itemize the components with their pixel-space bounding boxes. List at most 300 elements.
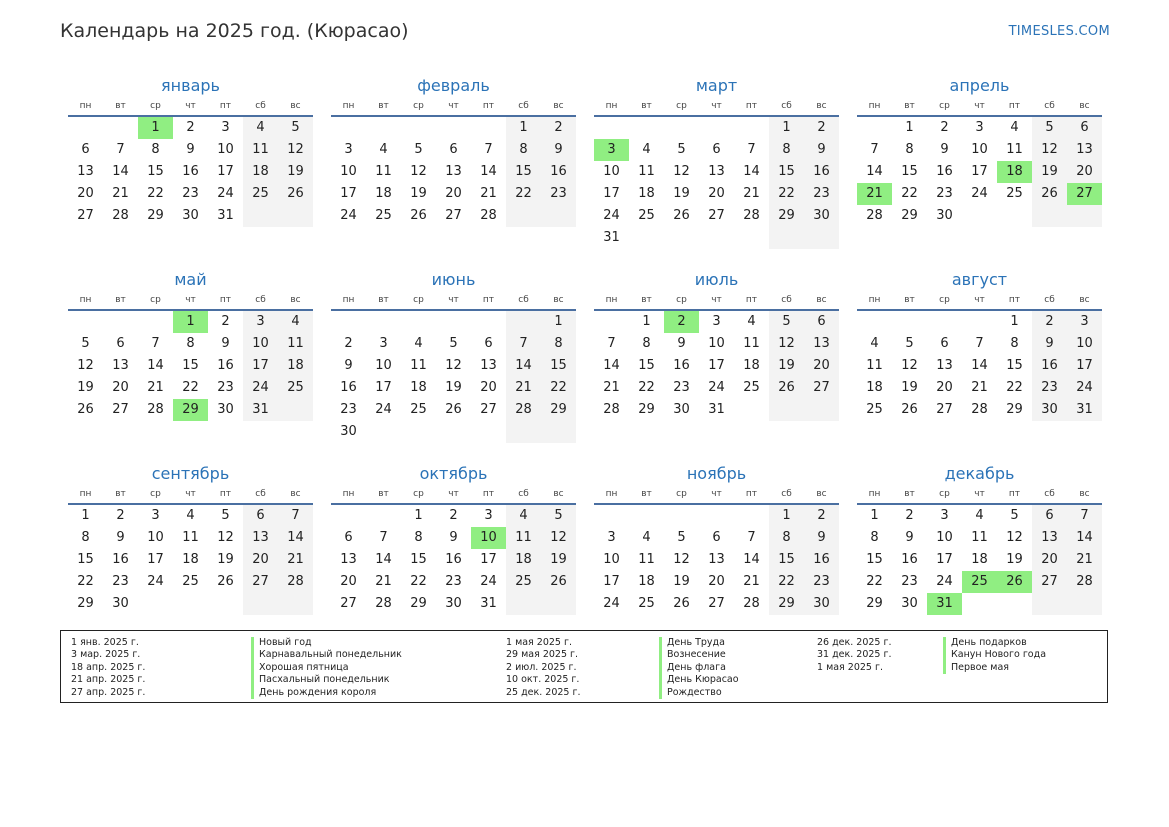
day-cell[interactable]: 25 (638, 596, 655, 611)
day-cell[interactable]: 13 (340, 552, 357, 567)
day-cell[interactable]: 19 (1006, 552, 1023, 567)
day-cell[interactable]: 17 (480, 552, 497, 567)
day-cell[interactable]: 1 (870, 508, 879, 523)
day-cell[interactable]: 27 (445, 208, 462, 223)
day-cell[interactable]: 8 (769, 139, 804, 161)
day-cell[interactable]: 5 (81, 336, 90, 351)
day-cell[interactable]: 15 (77, 552, 94, 567)
day-cell[interactable]: 19 (445, 380, 462, 395)
day-cell[interactable]: 7 (747, 142, 756, 157)
day-cell[interactable]: 9 (541, 139, 576, 161)
day-cell[interactable]: 21 (147, 380, 164, 395)
day-cell[interactable]: 12 (769, 333, 804, 355)
day-cell[interactable]: 25 (278, 377, 313, 399)
day-cell[interactable]: 4 (1010, 120, 1019, 135)
day-cell[interactable]: 28 (480, 208, 497, 223)
day-cell[interactable]: 2 (116, 508, 125, 523)
day-cell[interactable]: 23 (445, 574, 462, 589)
day-cell[interactable]: 24 (971, 186, 988, 201)
day-cell[interactable]: 29 (769, 593, 804, 615)
day-cell[interactable]: 12 (673, 164, 690, 179)
day-cell[interactable]: 10 (243, 333, 278, 355)
day-cell[interactable]: 8 (1010, 336, 1019, 351)
day-cell[interactable]: 26 (410, 208, 427, 223)
day-cell[interactable]: 10 (340, 164, 357, 179)
day-cell[interactable]: 24 (340, 208, 357, 223)
day-cell[interactable]: 6 (940, 336, 949, 351)
day-cell[interactable]: 23 (217, 380, 234, 395)
day-cell[interactable]: 21 (971, 380, 988, 395)
day-cell[interactable]: 5 (677, 530, 686, 545)
day-cell[interactable]: 10 (1067, 333, 1102, 355)
day-cell[interactable]: 21 (1067, 549, 1102, 571)
day-cell[interactable]: 12 (217, 530, 234, 545)
day-cell[interactable]: 31 (480, 596, 497, 611)
day-cell[interactable]: 19 (217, 552, 234, 567)
day-cell[interactable]: 1 (905, 120, 914, 135)
day-cell[interactable]: 11 (743, 336, 760, 351)
day-cell[interactable]: 17 (217, 164, 234, 179)
day-cell[interactable]: 15 (638, 358, 655, 373)
day-cell[interactable]: 11 (638, 552, 655, 567)
day-cell[interactable]: 11 (638, 164, 655, 179)
day-cell[interactable]: 25 (182, 574, 199, 589)
day-cell[interactable]: 26 (673, 208, 690, 223)
day-cell[interactable]: 3 (484, 508, 493, 523)
day-cell[interactable]: 5 (677, 142, 686, 157)
day-cell[interactable]: 3 (712, 314, 721, 329)
day-cell[interactable]: 3 (607, 530, 616, 545)
day-cell[interactable]: 29 (541, 399, 576, 421)
day-cell[interactable]: 13 (480, 358, 497, 373)
day-cell[interactable]: 5 (1010, 508, 1019, 523)
day-cell[interactable]: 30 (445, 596, 462, 611)
day-cell[interactable]: 6 (712, 530, 721, 545)
day-cell[interactable]: 28 (278, 571, 313, 593)
day-cell[interactable]: 19 (278, 161, 313, 183)
day-cell[interactable]: 9 (677, 336, 686, 351)
day-cell[interactable]: 1 (1010, 314, 1019, 329)
day-cell[interactable]: 7 (506, 333, 541, 355)
day-cell[interactable]: 20 (804, 355, 839, 377)
day-cell[interactable]: 3 (379, 336, 388, 351)
day-cell[interactable]: 20 (340, 574, 357, 589)
day-cell[interactable]: 13 (243, 527, 278, 549)
day-cell[interactable]: 5 (541, 505, 576, 527)
day-cell[interactable]: 22 (77, 574, 94, 589)
day-cell[interactable]: 10 (708, 336, 725, 351)
day-cell[interactable]: 20 (708, 574, 725, 589)
day-cell[interactable]: 17 (971, 164, 988, 179)
day-cell[interactable]: 14 (506, 355, 541, 377)
day-cell[interactable]: 2 (1032, 311, 1067, 333)
day-cell[interactable]: 15 (541, 355, 576, 377)
day-cell[interactable]: 13 (445, 164, 462, 179)
day-cell[interactable]: 9 (1032, 333, 1067, 355)
day-cell[interactable]: 29 (638, 402, 655, 417)
day-cell[interactable]: 19 (410, 186, 427, 201)
day-cell[interactable]: 16 (445, 552, 462, 567)
day-cell[interactable]: 27 (480, 402, 497, 417)
day-cell[interactable]: 6 (804, 311, 839, 333)
day-cell[interactable]: 14 (147, 358, 164, 373)
day-cell[interactable]: 12 (1032, 139, 1067, 161)
day-cell[interactable]: 14 (1067, 527, 1102, 549)
day-cell[interactable]: 1 (642, 314, 651, 329)
day-cell[interactable]: 16 (1032, 355, 1067, 377)
day-cell[interactable]: 7 (278, 505, 313, 527)
day-cell[interactable]: 18 (743, 358, 760, 373)
day-cell[interactable]: 12 (445, 358, 462, 373)
day-cell[interactable]: 26 (217, 574, 234, 589)
day-cell[interactable]: 27 (708, 208, 725, 223)
day-cell[interactable]: 12 (278, 139, 313, 161)
day-cell[interactable]: 10 (936, 530, 953, 545)
day-cell[interactable]: 15 (769, 549, 804, 571)
day-cell[interactable]: 29 (769, 205, 804, 227)
day-cell[interactable]: 11 (278, 333, 313, 355)
day-cell[interactable]: 15 (506, 161, 541, 183)
day-cell[interactable]: 13 (1032, 527, 1067, 549)
day-cell[interactable]: 12 (901, 358, 918, 373)
day-cell[interactable]: 6 (1032, 505, 1067, 527)
day-cell[interactable]: 11 (243, 139, 278, 161)
day-cell[interactable]: 2 (221, 314, 230, 329)
day-cell[interactable]: 4 (975, 508, 984, 523)
day-cell[interactable]: 14 (603, 358, 620, 373)
day-cell[interactable]: 3 (243, 311, 278, 333)
day-cell[interactable]: 2 (804, 505, 839, 527)
day-cell[interactable]: 20 (77, 186, 94, 201)
day-cell[interactable]: 20 (480, 380, 497, 395)
day-cell[interactable]: 2 (905, 508, 914, 523)
day-cell[interactable]: 28 (743, 596, 760, 611)
day-cell[interactable]: 7 (116, 142, 125, 157)
day-cell[interactable]: 6 (484, 336, 493, 351)
day-cell[interactable]: 19 (901, 380, 918, 395)
day-cell[interactable]: 29 (173, 399, 208, 421)
day-cell[interactable]: 3 (975, 120, 984, 135)
day-cell[interactable]: 26 (445, 402, 462, 417)
day-cell[interactable]: 16 (673, 358, 690, 373)
day-cell[interactable]: 22 (182, 380, 199, 395)
day-cell[interactable]: 28 (971, 402, 988, 417)
day-cell[interactable]: 19 (541, 549, 576, 571)
day-cell[interactable]: 18 (410, 380, 427, 395)
day-cell[interactable]: 21 (112, 186, 129, 201)
day-cell[interactable]: 4 (379, 142, 388, 157)
day-cell[interactable]: 17 (603, 574, 620, 589)
day-cell[interactable]: 10 (603, 552, 620, 567)
day-cell[interactable]: 7 (379, 530, 388, 545)
day-cell[interactable]: 14 (743, 164, 760, 179)
day-cell[interactable]: 21 (603, 380, 620, 395)
day-cell[interactable]: 27 (112, 402, 129, 417)
day-cell[interactable]: 28 (866, 208, 883, 223)
day-cell[interactable]: 19 (1032, 161, 1067, 183)
day-cell[interactable]: 20 (1032, 549, 1067, 571)
day-cell[interactable]: 13 (1067, 139, 1102, 161)
day-cell[interactable]: 6 (81, 142, 90, 157)
day-cell[interactable]: 15 (182, 358, 199, 373)
day-cell[interactable]: 5 (278, 117, 313, 139)
day-cell[interactable]: 15 (147, 164, 164, 179)
day-cell[interactable]: 9 (905, 530, 914, 545)
day-cell[interactable]: 12 (673, 552, 690, 567)
day-cell[interactable]: 30 (804, 593, 839, 615)
day-cell[interactable]: 24 (1067, 377, 1102, 399)
day-cell[interactable]: 13 (804, 333, 839, 355)
day-cell[interactable]: 24 (708, 380, 725, 395)
day-cell[interactable]: 16 (112, 552, 129, 567)
day-cell[interactable]: 12 (541, 527, 576, 549)
day-cell[interactable]: 21 (857, 183, 892, 205)
day-cell[interactable]: 17 (603, 186, 620, 201)
day-cell[interactable]: 30 (217, 402, 234, 417)
day-cell[interactable]: 5 (449, 336, 458, 351)
day-cell[interactable]: 24 (603, 596, 620, 611)
day-cell[interactable]: 4 (278, 311, 313, 333)
day-cell[interactable]: 14 (866, 164, 883, 179)
day-cell[interactable]: 18 (506, 549, 541, 571)
day-cell[interactable]: 22 (410, 574, 427, 589)
day-cell[interactable]: 28 (375, 596, 392, 611)
day-cell[interactable]: 2 (940, 120, 949, 135)
day-cell[interactable]: 30 (340, 424, 357, 439)
day-cell[interactable]: 8 (151, 142, 160, 157)
day-cell[interactable]: 9 (116, 530, 125, 545)
day-cell[interactable]: 10 (217, 142, 234, 157)
day-cell[interactable]: 8 (870, 530, 879, 545)
day-cell[interactable]: 15 (901, 164, 918, 179)
day-cell[interactable]: 1 (173, 311, 208, 333)
day-cell[interactable]: 16 (804, 549, 839, 571)
day-cell[interactable]: 27 (936, 402, 953, 417)
day-cell[interactable]: 20 (445, 186, 462, 201)
day-cell[interactable]: 18 (182, 552, 199, 567)
day-cell[interactable]: 13 (708, 164, 725, 179)
day-cell[interactable]: 10 (471, 527, 506, 549)
day-cell[interactable]: 21 (375, 574, 392, 589)
day-cell[interactable]: 23 (673, 380, 690, 395)
day-cell[interactable]: 6 (712, 142, 721, 157)
day-cell[interactable]: 8 (81, 530, 90, 545)
day-cell[interactable]: 9 (344, 358, 353, 373)
day-cell[interactable]: 31 (1067, 399, 1102, 421)
day-cell[interactable]: 20 (243, 549, 278, 571)
day-cell[interactable]: 29 (410, 596, 427, 611)
day-cell[interactable]: 4 (186, 508, 195, 523)
day-cell[interactable]: 24 (480, 574, 497, 589)
day-cell[interactable]: 27 (804, 377, 839, 399)
day-cell[interactable]: 9 (804, 527, 839, 549)
day-cell[interactable]: 2 (449, 508, 458, 523)
day-cell[interactable]: 25 (506, 571, 541, 593)
day-cell[interactable]: 24 (147, 574, 164, 589)
day-cell[interactable]: 19 (673, 186, 690, 201)
day-cell[interactable]: 22 (638, 380, 655, 395)
day-cell[interactable]: 7 (870, 142, 879, 157)
day-cell[interactable]: 7 (607, 336, 616, 351)
day-cell[interactable]: 25 (1006, 186, 1023, 201)
day-cell[interactable]: 22 (769, 183, 804, 205)
day-cell[interactable]: 20 (936, 380, 953, 395)
day-cell[interactable]: 4 (642, 142, 651, 157)
day-cell[interactable]: 22 (866, 574, 883, 589)
day-cell[interactable]: 26 (541, 571, 576, 593)
day-cell[interactable]: 26 (278, 183, 313, 205)
day-cell[interactable]: 28 (506, 399, 541, 421)
day-cell[interactable]: 21 (278, 549, 313, 571)
day-cell[interactable]: 26 (769, 377, 804, 399)
day-cell[interactable]: 25 (410, 402, 427, 417)
day-cell[interactable]: 28 (603, 402, 620, 417)
day-cell[interactable]: 1 (769, 505, 804, 527)
day-cell[interactable]: 28 (112, 208, 129, 223)
day-cell[interactable]: 15 (1006, 358, 1023, 373)
day-cell[interactable]: 21 (743, 186, 760, 201)
day-cell[interactable]: 26 (997, 571, 1032, 593)
day-cell[interactable]: 10 (603, 164, 620, 179)
day-cell[interactable]: 4 (747, 314, 756, 329)
day-cell[interactable]: 25 (638, 208, 655, 223)
day-cell[interactable]: 5 (905, 336, 914, 351)
day-cell[interactable]: 16 (340, 380, 357, 395)
day-cell[interactable]: 3 (344, 142, 353, 157)
day-cell[interactable]: 16 (936, 164, 953, 179)
day-cell[interactable]: 14 (480, 164, 497, 179)
day-cell[interactable]: 18 (638, 574, 655, 589)
day-cell[interactable]: 27 (77, 208, 94, 223)
day-cell[interactable]: 27 (243, 571, 278, 593)
day-cell[interactable]: 8 (769, 527, 804, 549)
day-cell[interactable]: 2 (186, 120, 195, 135)
day-cell[interactable]: 13 (77, 164, 94, 179)
day-cell[interactable]: 18 (278, 355, 313, 377)
day-cell[interactable]: 29 (1006, 402, 1023, 417)
day-cell[interactable]: 6 (116, 336, 125, 351)
day-cell[interactable]: 10 (971, 142, 988, 157)
day-cell[interactable]: 23 (804, 571, 839, 593)
day-cell[interactable]: 24 (217, 186, 234, 201)
day-cell[interactable]: 7 (151, 336, 160, 351)
day-cell[interactable]: 19 (77, 380, 94, 395)
day-cell[interactable]: 11 (866, 358, 883, 373)
day-cell[interactable]: 9 (449, 530, 458, 545)
day-cell[interactable]: 14 (743, 552, 760, 567)
day-cell[interactable]: 7 (484, 142, 493, 157)
day-cell[interactable]: 30 (901, 596, 918, 611)
day-cell[interactable]: 17 (243, 355, 278, 377)
day-cell[interactable]: 1 (138, 117, 173, 139)
day-cell[interactable]: 19 (769, 355, 804, 377)
day-cell[interactable]: 23 (541, 183, 576, 205)
day-cell[interactable]: 8 (506, 139, 541, 161)
day-cell[interactable]: 23 (340, 402, 357, 417)
day-cell[interactable]: 15 (866, 552, 883, 567)
day-cell[interactable]: 9 (940, 142, 949, 157)
day-cell[interactable]: 26 (673, 596, 690, 611)
day-cell[interactable]: 16 (541, 161, 576, 183)
day-cell[interactable]: 27 (708, 596, 725, 611)
day-cell[interactable]: 17 (375, 380, 392, 395)
day-cell[interactable]: 22 (147, 186, 164, 201)
day-cell[interactable]: 30 (1032, 399, 1067, 421)
day-cell[interactable]: 9 (221, 336, 230, 351)
day-cell[interactable]: 23 (182, 186, 199, 201)
day-cell[interactable]: 7 (1067, 505, 1102, 527)
day-cell[interactable]: 26 (1032, 183, 1067, 205)
day-cell[interactable]: 14 (112, 164, 129, 179)
day-cell[interactable]: 6 (243, 505, 278, 527)
day-cell[interactable]: 29 (866, 596, 883, 611)
day-cell[interactable]: 26 (901, 402, 918, 417)
day-cell[interactable]: 5 (221, 508, 230, 523)
day-cell[interactable]: 24 (936, 574, 953, 589)
day-cell[interactable]: 18 (375, 186, 392, 201)
day-cell[interactable]: 14 (278, 527, 313, 549)
day-cell[interactable]: 15 (769, 161, 804, 183)
day-cell[interactable]: 12 (77, 358, 94, 373)
day-cell[interactable]: 6 (344, 530, 353, 545)
day-cell[interactable]: 16 (182, 164, 199, 179)
day-cell[interactable]: 12 (1006, 530, 1023, 545)
day-cell[interactable]: 23 (112, 574, 129, 589)
day-cell[interactable]: 18 (866, 380, 883, 395)
day-cell[interactable]: 8 (905, 142, 914, 157)
day-cell[interactable]: 30 (112, 596, 129, 611)
day-cell[interactable]: 19 (673, 574, 690, 589)
day-cell[interactable]: 3 (151, 508, 160, 523)
day-cell[interactable]: 7 (747, 530, 756, 545)
day-cell[interactable]: 30 (804, 205, 839, 227)
day-cell[interactable]: 22 (541, 377, 576, 399)
day-cell[interactable]: 14 (971, 358, 988, 373)
day-cell[interactable]: 5 (414, 142, 423, 157)
day-cell[interactable]: 24 (243, 377, 278, 399)
day-cell[interactable]: 24 (603, 208, 620, 223)
day-cell[interactable]: 12 (410, 164, 427, 179)
day-cell[interactable]: 4 (870, 336, 879, 351)
day-cell[interactable]: 17 (340, 186, 357, 201)
day-cell[interactable]: 10 (147, 530, 164, 545)
day-cell[interactable]: 11 (971, 530, 988, 545)
day-cell[interactable]: 21 (480, 186, 497, 201)
day-cell[interactable]: 21 (506, 377, 541, 399)
day-cell[interactable]: 17 (708, 358, 725, 373)
day-cell[interactable]: 17 (147, 552, 164, 567)
day-cell[interactable]: 17 (936, 552, 953, 567)
day-cell[interactable]: 30 (936, 208, 953, 223)
day-cell[interactable]: 23 (1032, 377, 1067, 399)
day-cell[interactable]: 31 (927, 593, 962, 615)
day-cell[interactable]: 25 (962, 571, 997, 593)
day-cell[interactable]: 31 (217, 208, 234, 223)
day-cell[interactable]: 3 (594, 139, 629, 161)
day-cell[interactable]: 25 (243, 183, 278, 205)
day-cell[interactable]: 1 (769, 117, 804, 139)
day-cell[interactable]: 17 (1067, 355, 1102, 377)
day-cell[interactable]: 16 (217, 358, 234, 373)
day-cell[interactable]: 27 (340, 596, 357, 611)
day-cell[interactable]: 11 (506, 527, 541, 549)
day-cell[interactable]: 22 (506, 183, 541, 205)
day-cell[interactable]: 26 (77, 402, 94, 417)
day-cell[interactable]: 20 (1067, 161, 1102, 183)
day-cell[interactable]: 22 (901, 186, 918, 201)
day-cell[interactable]: 8 (186, 336, 195, 351)
day-cell[interactable]: 2 (541, 117, 576, 139)
